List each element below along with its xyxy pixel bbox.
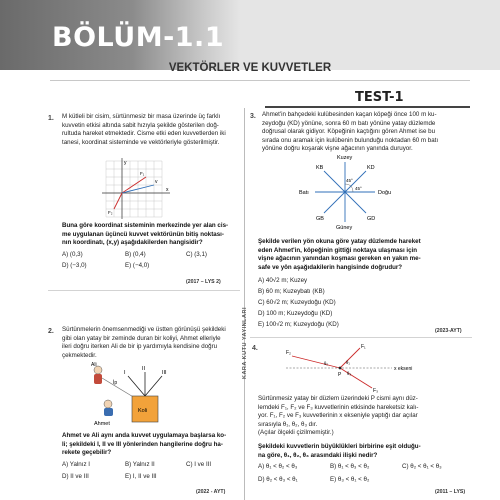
x-axis-label: x [166,187,169,193]
f3-label: F₃ [373,388,379,394]
option-c[interactable]: C) (3,1) [186,251,207,258]
question-separator [48,290,240,291]
f1-label: F₁ [361,344,366,350]
question-text: Sürtünmesiz yatay bir düzlem üzerindeki P cismi aynı düz- lemdeki F₁, F₂ ve F₃ kuvvetlerinin etkisinde hareketsiz kalı- yor. F₁, F₂ ve F₃ kuvvetlerinin x ekseniyle yaptığı dar açılar sırasıyla θ₁, θ₂, θ₃ dır. (Açılar ölçekli çizilmemiştir.) [258,395,419,437]
f2-label: F₂ [108,210,113,215]
angle-label-1: 45° [346,178,353,183]
compass-figure [290,152,400,230]
ali-label: Ali [91,362,97,368]
question-prompt: Şekildeki kuvvetlerin büyüklükleri birbirine eşit olduğu- na göre, θ₁, θ₂, θ₃ arasındaki ilişki nedir? [258,443,421,459]
y-axis-label: y [124,160,127,166]
southeast-label: GD [367,216,376,222]
question-source: (2023-AYT) [435,328,462,334]
option-d[interactable]: D) 100 m; Kuzeydoğu (KD) [258,310,333,317]
direction-2-label: II [142,366,146,372]
southwest-label: GB [316,216,324,222]
option-d[interactable]: D) θ₂ < θ₃ < θ₁ [258,476,298,483]
box-label: Koli [138,408,148,414]
option-e[interactable]: E) I, II ve III [125,473,157,480]
topic-title: VEKTÖRLER VE KUVVETLER [168,62,332,74]
option-e[interactable]: E) θ₃ < θ₁ < θ₂ [330,476,370,483]
rope-label: İp [113,380,118,386]
question-number: 2. [48,328,54,335]
question-prompt: Buna göre koordinat sisteminin merkezinde yer alan cis- me uygulanan üçüncü kuvvet vektörünün bitiş noktası- nın koordinatı, (x,y) aşağıdakilerden hangisidir? [62,222,229,247]
north-label: Kuzey [337,155,353,161]
f1-label: F₁ [140,171,145,176]
option-a[interactable]: A) 40√2 m; Kuzey [258,277,308,284]
chapter-title: BÖLÜM-1.1 [52,22,225,53]
option-b[interactable]: B) (0,4) [125,251,146,258]
push-pull-figure [80,362,190,428]
question-source: (2022 - AYT) [196,489,226,495]
direction-3-label: III [162,370,167,376]
question-number: 3. [250,113,256,120]
question-text: M kütleli bir cisim, sürtünmesiz bir masa üzerinde üç farklı kuvvetin etkisi altında sabit hızıyla şekilde gösterilen doğ- rultuda hareket etmektedir. Cisme etki eden kuvvetlerden iki tanesi, koordinat sisteminde ve vektörleriyle gösterilmiştir. [62,113,226,146]
point-p-label: P [338,372,342,378]
option-d[interactable]: D) (−3,0) [62,262,87,269]
south-label: Güney [336,225,353,230]
f2-label: F₂ [286,350,291,356]
question-prompt: Ahmet ve Ali aynı anda kuvvet uygulamaya başlarsa ko- li; şekildeki I, II ve III yönlerinden hangilerine doğru ha- rekete geçebilir? [62,432,227,457]
velocity-label: v [155,179,158,185]
publisher-side-text: KARA KUTU YAYINLARI [242,306,248,380]
northwest-label: KB [316,165,324,171]
theta-2-label: θ₂ [324,361,328,366]
question-text: Sürtünmelerin önemsenmediği ve üstten görünüşü şekildeki gibi olan yatay bir zeminde duran bir koliyi, Ahmet elleriyle ileri doğru iterken Ali de bir ip yardımıyla kendisine doğru çekmektedir. [62,326,226,359]
theta-3-label: θ₃ [347,371,352,376]
option-e[interactable]: E) 100√2 m; Kuzeydoğu (KD) [258,321,339,328]
option-c[interactable]: C) I ve III [186,461,212,468]
option-c[interactable]: C) 60√2 m; Kuzeydoğu (KD) [258,299,336,306]
east-label: Doğu [378,190,392,196]
force-angle-figure [280,342,430,394]
question-source: (2017 – LYS 2) [186,279,221,285]
option-b[interactable]: B) 60 m; Kuzeybatı (KB) [258,288,325,295]
direction-1-label: I [124,370,126,376]
option-a[interactable]: A) Yalnız I [62,461,90,468]
option-d[interactable]: D) II ve III [62,473,89,480]
angle-label-2: 45° [355,186,362,191]
west-label: Batı [299,190,309,196]
option-b[interactable]: B) θ₁ < θ₃ < θ₂ [330,463,370,470]
option-e[interactable]: E) (−4,0) [125,262,150,269]
topic-underline [50,80,470,81]
ahmet-label: Ahmet [94,421,110,427]
x-axis-label: x ekseni [394,366,413,372]
option-b[interactable]: B) Yalnız II [125,461,155,468]
question-text: Ahmet'in bahçedeki kulübesinden kaçan köpeği önce 100 m ku- zeydoğu (KD) yönüne, sonra 60 m batı yönüne yatay düzlemde doğrusal olarak gidiyor. Köpeğinin kaçtığını gören Ahmet ise bu sırada onu aramak için kulübenin bulunduğu noktadan 60 m batı yönüne doğru koşarak vişne ağacının yanında duruyor. [262,111,439,153]
option-a[interactable]: A) θ₁ < θ₂ < θ₃ [258,463,298,470]
theta-1-label: θ₁ [346,360,350,365]
question-number: 4. [252,345,258,352]
coordinate-grid-figure [100,158,172,220]
northeast-label: KD [367,165,375,171]
option-a[interactable]: A) (0,3) [62,251,83,258]
question-separator [250,337,472,338]
test-rule [265,106,470,108]
question-source: (2011 – LYS) [435,489,466,495]
question-number: 1. [48,115,54,122]
question-prompt: Şekilde verilen yön okuna göre yatay düzlemde hareket eden Ahmet'in, köpeğinin gittiği noktaya ulaşması için vişne ağacının yanından koşması gereken en yakın me- safe ve yön aşağıdakilerin hangisinde doğrudur? [258,238,421,271]
test-label: TEST-1 [355,90,404,105]
option-c[interactable]: C) θ₂ < θ₁ < θ₃ [402,463,442,470]
